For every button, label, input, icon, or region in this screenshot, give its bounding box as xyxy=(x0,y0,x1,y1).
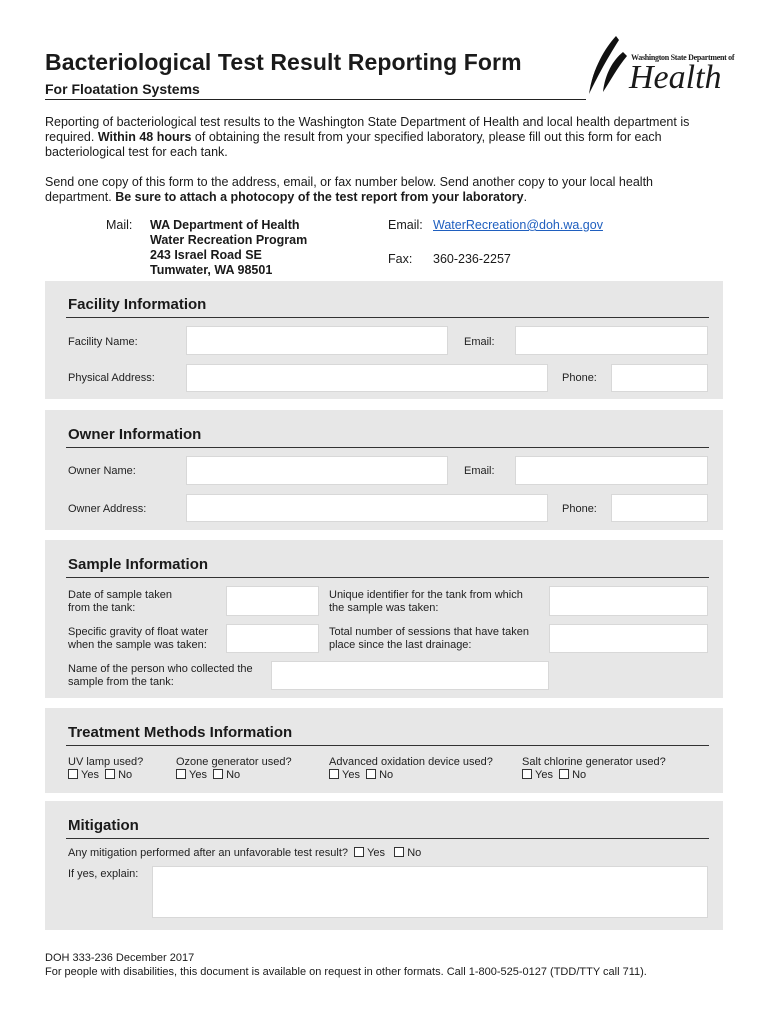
sample-section xyxy=(45,540,723,698)
mail-address: WA Department of Health Water Recreation Program 243 Israel Road SE Tumwater, WA 98501 xyxy=(150,218,308,277)
intro-paragraph-2: Send one copy of this form to the address, email, or fax number below. Send another copy to your local health department. Be sure to attach a photocopy of the test report from your laboratory. xyxy=(45,175,653,204)
sample-date-label: Date of sample taken from the tank: xyxy=(68,589,172,614)
collector-name-input[interactable] xyxy=(271,661,549,690)
owner-email-label: Email: xyxy=(464,465,495,477)
facility-address-label: Physical Address: xyxy=(68,372,155,384)
owner-address-input[interactable] xyxy=(186,494,548,522)
section-divider xyxy=(66,745,709,746)
specific-gravity-label: Specific gravity of float water when the sample was taken: xyxy=(68,626,209,651)
section-divider xyxy=(66,447,709,448)
specific-gravity-input[interactable] xyxy=(226,624,319,653)
email-link[interactable]: WaterRecreation@doh.wa.gov xyxy=(433,218,603,232)
section-divider xyxy=(66,317,709,318)
facility-phone-label: Phone: xyxy=(562,372,597,384)
mitigation-section-title: Mitigation xyxy=(68,817,139,834)
facility-phone-input[interactable] xyxy=(611,364,708,392)
uv-lamp-no-checkbox[interactable] xyxy=(105,769,115,779)
mitigation-explain-input[interactable] xyxy=(152,866,708,918)
ozone-yes-checkbox[interactable] xyxy=(176,769,186,779)
page-subtitle: For Floatation Systems xyxy=(45,81,200,97)
fax-label: Fax: xyxy=(388,252,413,266)
logo-health-text: Health xyxy=(629,59,722,96)
sample-section-title: Sample Information xyxy=(68,556,209,573)
mitigation-no-checkbox[interactable] xyxy=(394,847,404,857)
treatment-section xyxy=(45,708,723,793)
mitigation-explain-label: If yes, explain: xyxy=(68,868,139,880)
facility-section xyxy=(45,281,723,399)
title-divider xyxy=(45,99,586,100)
mitigation-question: Any mitigation performed after an unfavorable test result? Yes No xyxy=(68,847,422,859)
logo-dept-text: Washington State Department of xyxy=(631,53,735,62)
uv-lamp-question: UV lamp used? Yes No xyxy=(68,756,144,781)
facility-email-label: Email: xyxy=(464,336,495,348)
owner-name-input[interactable] xyxy=(186,456,448,485)
facility-section-title: Facility Information xyxy=(68,296,207,313)
facility-address-input[interactable] xyxy=(186,364,548,392)
sample-date-input[interactable] xyxy=(226,586,319,616)
session-count-input[interactable] xyxy=(549,624,708,653)
salt-chlorine-no-checkbox[interactable] xyxy=(559,769,569,779)
owner-phone-input[interactable] xyxy=(611,494,708,522)
oxidation-yes-checkbox[interactable] xyxy=(329,769,339,779)
facility-name-label: Facility Name: xyxy=(68,336,138,348)
doh-logo xyxy=(583,34,735,98)
section-divider xyxy=(66,577,709,578)
oxidation-no-checkbox[interactable] xyxy=(366,769,376,779)
owner-section-title: Owner Information xyxy=(68,426,202,443)
salt-chlorine-yes-checkbox[interactable] xyxy=(522,769,532,779)
owner-section xyxy=(45,410,723,530)
ozone-no-checkbox[interactable] xyxy=(213,769,223,779)
tank-id-label: Unique identifier for the tank from which the sample was taken: xyxy=(329,589,523,614)
doc-id: DOH 333-236 December 2017 xyxy=(45,952,195,964)
owner-name-label: Owner Name: xyxy=(68,465,136,477)
owner-email-input[interactable] xyxy=(515,456,708,485)
collector-name-label: Name of the person who collected the sample from the tank: xyxy=(68,663,253,688)
uv-lamp-yes-checkbox[interactable] xyxy=(68,769,78,779)
section-divider xyxy=(66,838,709,839)
email-label: Email: xyxy=(388,218,423,232)
leaf-swoosh-icon xyxy=(583,34,633,98)
mitigation-yes-checkbox[interactable] xyxy=(354,847,364,857)
salt-chlorine-question: Salt chlorine generator used? Yes No xyxy=(522,756,666,781)
owner-address-label: Owner Address: xyxy=(68,503,147,515)
page-title: Bacteriological Test Result Reporting Form xyxy=(45,49,522,75)
intro-paragraph-1: Reporting of bacteriological test results to the Washington State Department of Health and local health department is required. Within 48 hours of obtaining the result from your specified laboratory, please fill out this form for each bacteriological test for each tank. xyxy=(45,115,690,159)
mail-label: Mail: xyxy=(106,218,133,232)
accessibility-note: For people with disabilities, this document is available on request in other formats. Call 1-800-525-0127 (TDD/TTY call 711). xyxy=(45,966,647,978)
oxidation-question: Advanced oxidation device used? Yes No xyxy=(329,756,493,781)
treatment-section-title: Treatment Methods Information xyxy=(68,724,293,741)
facility-name-input[interactable] xyxy=(186,326,448,355)
tank-id-input[interactable] xyxy=(549,586,708,616)
owner-phone-label: Phone: xyxy=(562,503,597,515)
ozone-question: Ozone generator used? Yes No xyxy=(176,756,292,781)
session-count-label: Total number of sessions that have taken place since the last drainage: xyxy=(329,626,529,651)
facility-email-input[interactable] xyxy=(515,326,708,355)
fax-number: 360-236-2257 xyxy=(433,252,511,266)
mitigation-section xyxy=(45,801,723,930)
